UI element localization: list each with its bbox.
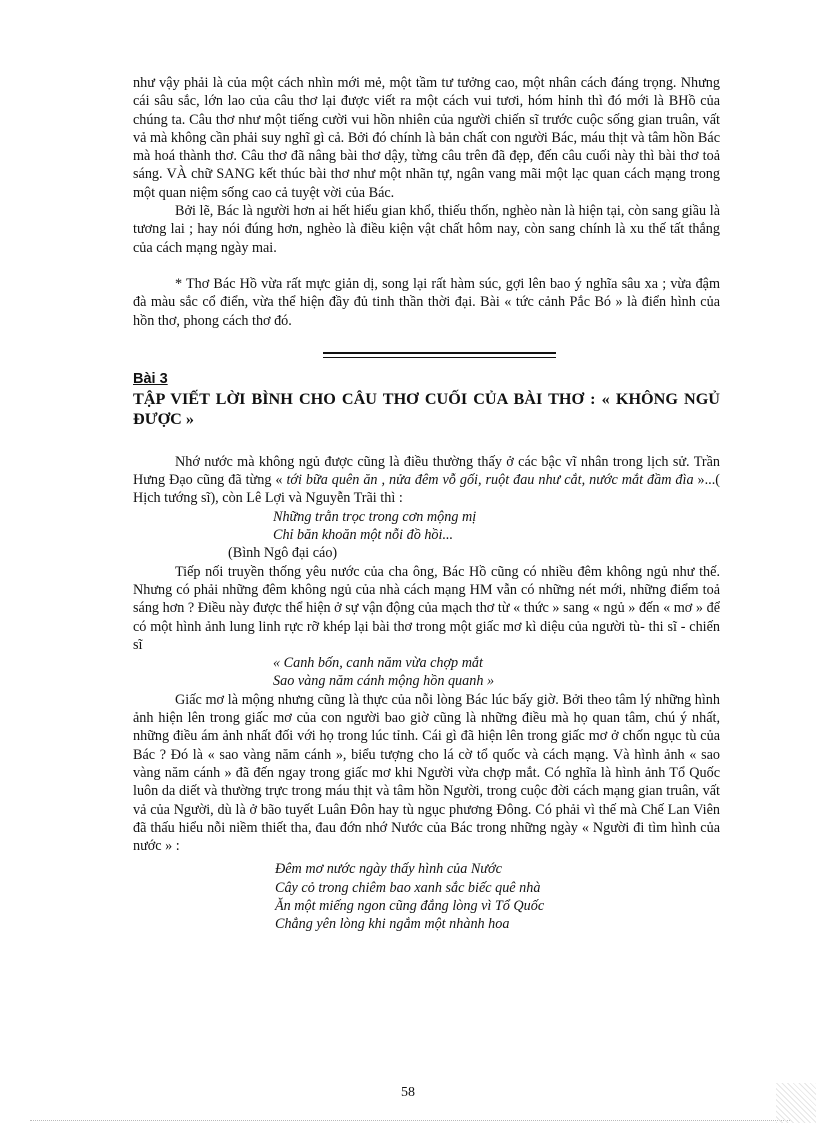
lesson-title: TẬP VIẾT LỜI BÌNH CHO CÂU THƠ CUỐI CỦA BÀI THƠ : « KHÔNG NGỦ ĐƯỢC » xyxy=(133,389,720,428)
paragraph-intro xyxy=(133,453,720,508)
lesson-label: Bài 3 xyxy=(133,370,168,387)
page-number: 58 xyxy=(401,1085,415,1100)
verse-line: Chỉ băn khoăn một nỗi đồ hồi... xyxy=(273,527,454,544)
paragraph-tiep-noi: Tiếp nối truyền thống yêu nước của cha ông, Bác Hồ cũng có nhiều đêm không ngủ như thế. Nhưng có phải những đêm không ngủ của nhà cách mạng HM vẫn có những nét mới, những điểm toả sáng hơn ? Điều này được thể hiện ở sự vận động của mạch thơ từ « thức » sang « ngủ » đến « mơ » để có một hình ảnh lung linh rực rỡ khép lại bài thơ trong một giấc mơ kì diệu của người tù- thi sĩ - chiến sĩ xyxy=(133,563,720,653)
paragraph-boi-le: Bởi lẽ, Bác là người hơn ai hết hiểu gian khổ, thiếu thốn, nghèo nàn là hiện tại, còn sang giầu là tương lai ; hay nói đúng hơn, nghèo là điều kiện vật chất hôm nay, còn sang chính là xu thế tất thắng của cách mạng ngày mai. xyxy=(133,203,720,256)
verse-line: « Canh bốn, canh năm vừa chợp mắt xyxy=(273,655,483,672)
verse-line: Đêm mơ nước ngày thấy hình của Nước xyxy=(275,861,502,878)
paragraph-giac-mo: Giấc mơ là mộng nhưng cũng là thực của nỗi lòng Bác lúc bấy giờ. Bởi theo tâm lý những hình ảnh hiện lên trong giấc mơ của con người bao giờ cũng là những điều mà họ quan tâm, chú ý nhất, những điều ám ảnh nhất đối với họ trong lúc tỉnh. Cái gì đã hiện lên trong giấc mơ ở chốn ngục tù của Bác ? Đó là « sao vàng năm cánh », biểu tượng cho lá cờ tổ quốc và cách mạng. Và hình ảnh « sao vàng năm cánh » đã đến ngay trong giấc mơ khi Người vừa chợp mắt. Có nghĩa là hình ảnh Tổ Quốc luôn da diết và thường trực trong máu thịt và tâm hồn Người, trong cuộc đời cách mạng gian truân, vất vả của Người, dù là ở bão tuyết Luân Đôn hay tù ngục phương Đông. Có phải vì thế mà Chế Lan Viên đã thấu hiểu nỗi niềm thiết tha, đau đớn nhớ Nước của Bác trong những ngày « Người đi tìm hình của nước » : xyxy=(133,691,720,855)
paragraph-continued: như vậy phải là của một cách nhìn mới mẻ, một tầm tư tưởng cao, một nhân cách đáng trọng. Nhưng cái sâu sắc, lớn lao của câu thơ lại được viết ra một cách vui tươi, hóm hỉnh thì đó mới là BHồ của chúng ta. Câu thơ như một tiếng cười vui hồn nhiên của người chiến sĩ trước cuộc sống gian truân, vất vả mà không cần phải suy nghĩ gì cả. Bởi đó chính là bản chất con người Bác, máu thịt và tâm hồn Bác mà hoá thành thơ. Câu thơ đã nâng bài thơ dậy, từng câu trên đã đẹp, đến câu cuối này thì bài thơ toả sáng. VÀ chữ SANG kết thúc bài thơ như một nhãn tự, ngân vang mãi một lạc quan cách mạng trong một quan niệm sống cao cả tuyệt vời của Bác. xyxy=(133,75,720,201)
verse-source: (Bình Ngô đại cáo) xyxy=(228,545,338,562)
section-divider xyxy=(323,352,556,358)
verse-line: Sao vàng năm cánh mộng hồn quanh » xyxy=(273,673,495,690)
intro-quote: tới bữa quên ăn , nửa đêm vỗ gối, ruột đau như cắt, nước mắt đầm đìa xyxy=(286,472,694,489)
intro-text-a: Nhớ nước mà không ngủ được cũng là điều thường thấy ở các bậc vĩ nhân trong lịch sử. Trần Hưng Đạo cũng đã từng « xyxy=(133,453,720,489)
verse-line: Cây cỏ trong chiêm bao xanh sắc biếc quê nhà xyxy=(275,879,541,896)
footer-rule xyxy=(30,1120,790,1121)
verse-line: Ăn một miếng ngon cũng đắng lòng vì Tổ Quốc xyxy=(275,897,545,914)
intro-text-b: »...( Hịch tướng sĩ), còn Lê Lợi và Nguyễn Trãi thì : xyxy=(133,472,720,507)
paragraph-summary: * Thơ Bác Hồ vừa rất mực giản dị, song lại rất hàm súc, gợi lên bao ý nghĩa sâu xa ; vừa đậm đà màu sắc cổ điển, vừa thể hiện đầy đủ tinh thần thời đại. Bài « tức cảnh Pắc Bó » là điển hình của hồn thơ, phong cách thơ đó. xyxy=(133,275,720,329)
verse-line: Những trằn trọc trong cơn mộng mị xyxy=(273,508,477,525)
verse-line: Chẳng yên lòng khi ngắm một nhành hoa xyxy=(275,916,510,933)
page-corner xyxy=(776,1083,816,1123)
page-content xyxy=(133,74,720,934)
